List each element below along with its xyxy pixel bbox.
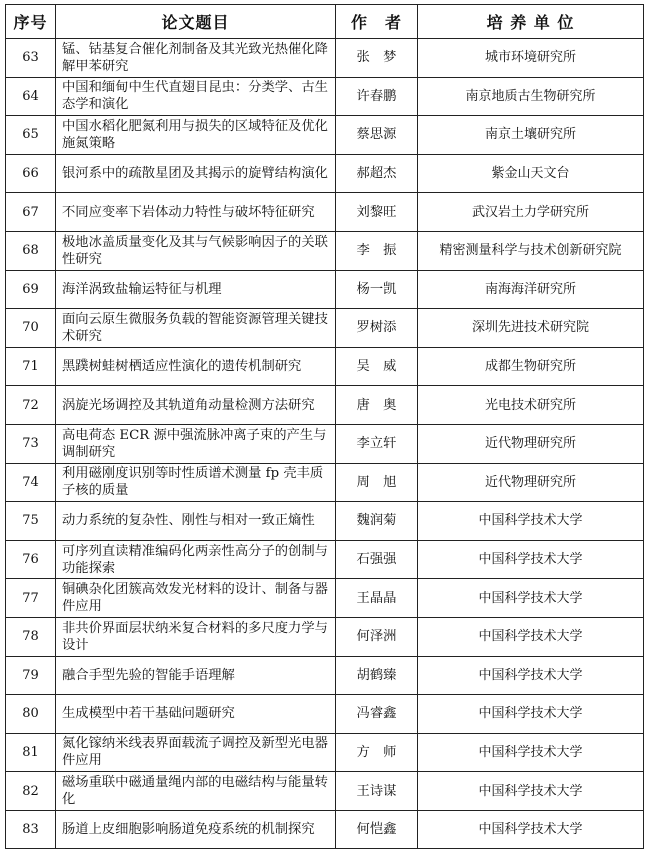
author-name: 王诗谋 <box>336 772 418 811</box>
thesis-title: 涡旋光场调控及其轨道角动量检测方法研究 <box>56 386 336 425</box>
thesis-title: 磁场重联中磁通量绳内部的电磁结构与能量转化 <box>56 772 336 811</box>
author-name: 刘黎旺 <box>336 193 418 232</box>
thesis-title: 海洋涡致盐输运特征与机理 <box>56 270 336 309</box>
table-row <box>6 695 644 734</box>
table-header <box>6 5 644 39</box>
row-number: 68 <box>6 231 56 270</box>
author-name: 郝超杰 <box>336 154 418 193</box>
author-name: 方 师 <box>336 733 418 772</box>
author-name: 许春鹏 <box>336 77 418 116</box>
table-row <box>6 810 644 849</box>
table-body <box>6 39 644 849</box>
thesis-title: 中国水稻化肥氮利用与损失的区域特征及优化施氮策略 <box>56 116 336 155</box>
author-name: 罗树添 <box>336 309 418 348</box>
author-name: 唐 奥 <box>336 386 418 425</box>
training-unit: 南海海洋研究所 <box>418 270 644 309</box>
row-number: 65 <box>6 116 56 155</box>
row-number: 79 <box>6 656 56 695</box>
author-name: 李立轩 <box>336 424 418 463</box>
table-row <box>6 502 644 541</box>
row-number: 78 <box>6 617 56 656</box>
thesis-title: 中国和缅甸中生代直翅目昆虫：分类学、古生态学和演化 <box>56 77 336 116</box>
table-row <box>6 540 644 579</box>
row-number: 71 <box>6 347 56 386</box>
table-row <box>6 347 644 386</box>
header-row <box>6 5 644 39</box>
thesis-title: 融合手型先验的智能手语理解 <box>56 656 336 695</box>
thesis-title: 铜碘杂化团簇高效发光材料的设计、制备与器件应用 <box>56 579 336 618</box>
thesis-title: 非共价界面层状纳米复合材料的多尺度力学与设计 <box>56 617 336 656</box>
training-unit: 成都生物研究所 <box>418 347 644 386</box>
thesis-title: 利用磁刚度识别等时性质谱术测量 fp 壳丰质子核的质量 <box>56 463 336 502</box>
training-unit: 南京土壤研究所 <box>418 116 644 155</box>
row-number: 63 <box>6 39 56 78</box>
training-unit: 深圳先进技术研究院 <box>418 309 644 348</box>
author-name: 冯睿鑫 <box>336 695 418 734</box>
table-row <box>6 193 644 232</box>
table-row <box>6 617 644 656</box>
training-unit: 中国科学技术大学 <box>418 540 644 579</box>
row-number: 67 <box>6 193 56 232</box>
row-number: 82 <box>6 772 56 811</box>
thesis-title: 银河系中的疏散星团及其揭示的旋臂结构演化 <box>56 154 336 193</box>
author-name: 何恺鑫 <box>336 810 418 849</box>
thesis-title: 生成模型中若干基础问题研究 <box>56 695 336 734</box>
author-name: 何泽洲 <box>336 617 418 656</box>
author-name: 王晶晶 <box>336 579 418 618</box>
header-num: 序号 <box>6 5 56 39</box>
table-row <box>6 39 644 78</box>
table-row <box>6 656 644 695</box>
header-author: 作 者 <box>336 5 418 39</box>
thesis-title: 动力系统的复杂性、刚性与相对一致正熵性 <box>56 502 336 541</box>
training-unit: 中国科学技术大学 <box>418 772 644 811</box>
training-unit: 中国科学技术大学 <box>418 733 644 772</box>
training-unit: 中国科学技术大学 <box>418 617 644 656</box>
table-row <box>6 733 644 772</box>
row-number: 83 <box>6 810 56 849</box>
table-row <box>6 154 644 193</box>
row-number: 64 <box>6 77 56 116</box>
table-row <box>6 386 644 425</box>
training-unit: 城市环境研究所 <box>418 39 644 78</box>
row-number: 77 <box>6 579 56 618</box>
table-row <box>6 309 644 348</box>
thesis-title: 氮化镓纳米线表界面载流子调控及新型光电器件应用 <box>56 733 336 772</box>
author-name: 张 梦 <box>336 39 418 78</box>
row-number: 75 <box>6 502 56 541</box>
row-number: 69 <box>6 270 56 309</box>
training-unit: 中国科学技术大学 <box>418 656 644 695</box>
row-number: 72 <box>6 386 56 425</box>
header-unit: 培 养 单 位 <box>418 5 644 39</box>
training-unit: 中国科学技术大学 <box>418 502 644 541</box>
row-number: 76 <box>6 540 56 579</box>
author-name: 李 振 <box>336 231 418 270</box>
thesis-title: 不同应变率下岩体动力特性与破坏特征研究 <box>56 193 336 232</box>
author-name: 胡鹤臻 <box>336 656 418 695</box>
table-row <box>6 270 644 309</box>
thesis-title: 黑蹼树蛙树栖适应性演化的遗传机制研究 <box>56 347 336 386</box>
row-number: 81 <box>6 733 56 772</box>
row-number: 73 <box>6 424 56 463</box>
row-number: 80 <box>6 695 56 734</box>
training-unit: 中国科学技术大学 <box>418 579 644 618</box>
row-number: 66 <box>6 154 56 193</box>
table-row <box>6 772 644 811</box>
training-unit: 光电技术研究所 <box>418 386 644 425</box>
training-unit: 近代物理研究所 <box>418 463 644 502</box>
author-name: 蔡思源 <box>336 116 418 155</box>
thesis-title: 可序列直读精准编码化两亲性高分子的创制与功能探索 <box>56 540 336 579</box>
author-name: 吴 威 <box>336 347 418 386</box>
thesis-title: 极地冰盖质量变化及其与气候影响因子的关联性研究 <box>56 231 336 270</box>
thesis-title: 肠道上皮细胞影响肠道免疫系统的机制探究 <box>56 810 336 849</box>
thesis-table <box>5 4 644 849</box>
table-row <box>6 116 644 155</box>
thesis-title: 高电荷态 ECR 源中强流脉冲离子束的产生与调制研究 <box>56 424 336 463</box>
training-unit: 南京地质古生物研究所 <box>418 77 644 116</box>
row-number: 74 <box>6 463 56 502</box>
thesis-title: 锰、钴基复合催化剂制备及其光致光热催化降解甲苯研究 <box>56 39 336 78</box>
header-title: 论文题目 <box>56 5 336 39</box>
training-unit: 中国科学技术大学 <box>418 810 644 849</box>
author-name: 魏润菊 <box>336 502 418 541</box>
table-row <box>6 579 644 618</box>
table-row <box>6 231 644 270</box>
author-name: 石强强 <box>336 540 418 579</box>
author-name: 杨一凯 <box>336 270 418 309</box>
table-row <box>6 463 644 502</box>
training-unit: 武汉岩土力学研究所 <box>418 193 644 232</box>
training-unit: 精密测量科学与技术创新研究院 <box>418 231 644 270</box>
table-row <box>6 424 644 463</box>
training-unit: 紫金山天文台 <box>418 154 644 193</box>
training-unit: 近代物理研究所 <box>418 424 644 463</box>
training-unit: 中国科学技术大学 <box>418 695 644 734</box>
author-name: 周 旭 <box>336 463 418 502</box>
row-number: 70 <box>6 309 56 348</box>
thesis-title: 面向云原生微服务负载的智能资源管理关键技术研究 <box>56 309 336 348</box>
table-row <box>6 77 644 116</box>
